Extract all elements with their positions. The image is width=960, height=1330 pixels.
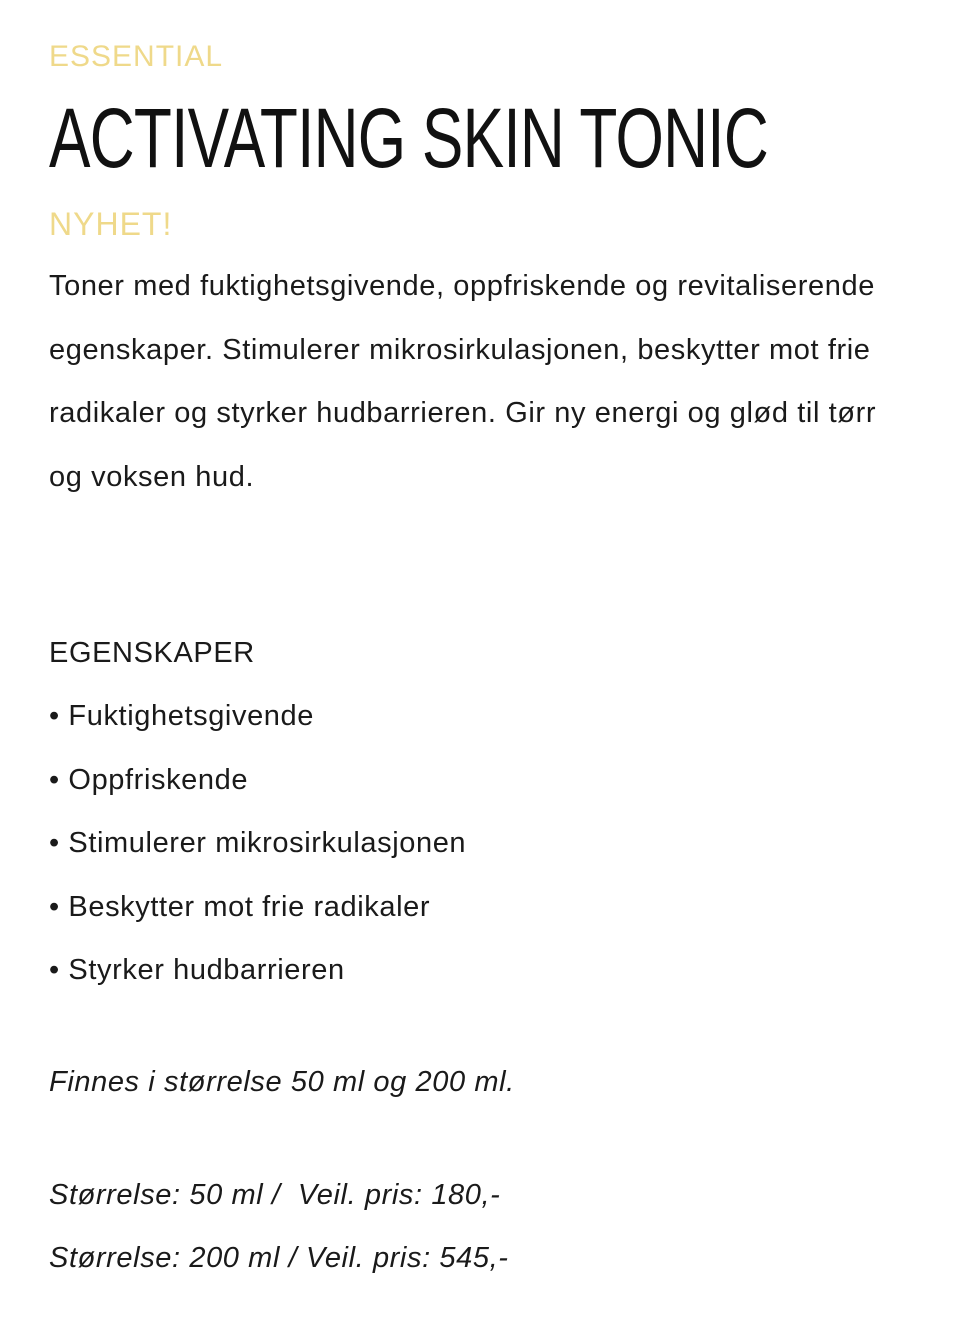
price-50ml: Størrelse: 50 ml / Veil. pris: 180,- [49, 1179, 501, 1211]
property-item: • Fuktighetsgivende [49, 700, 314, 732]
availability-note: Finnes i størrelse 50 ml og 200 ml. [49, 1066, 515, 1098]
property-item: • Oppfriskende [49, 764, 249, 796]
properties-heading: EGENSKAPER [49, 637, 255, 669]
product-title: ACTIVATING SKIN TONIC [49, 91, 768, 185]
brand-line: ESSENTIAL [49, 40, 224, 73]
property-item: • Styrker hudbarrieren [49, 954, 345, 986]
product-description: Toner med fuktighetsgivende, oppfriskende og revitaliserende egenskaper. Stimulerer mikrosirkulasjonen, beskytter mot frie radikaler og styrker hudbarrieren. Gir ny energi og glød til tørr og voksen hud. [49, 270, 877, 493]
new-badge: NYHET! [49, 206, 173, 242]
price-200ml: Størrelse: 200 ml / Veil. pris: 545,- [49, 1242, 509, 1274]
property-item: • Beskytter mot frie radikaler [49, 891, 431, 923]
property-item: • Stimulerer mikrosirkulasjonen [49, 827, 467, 859]
